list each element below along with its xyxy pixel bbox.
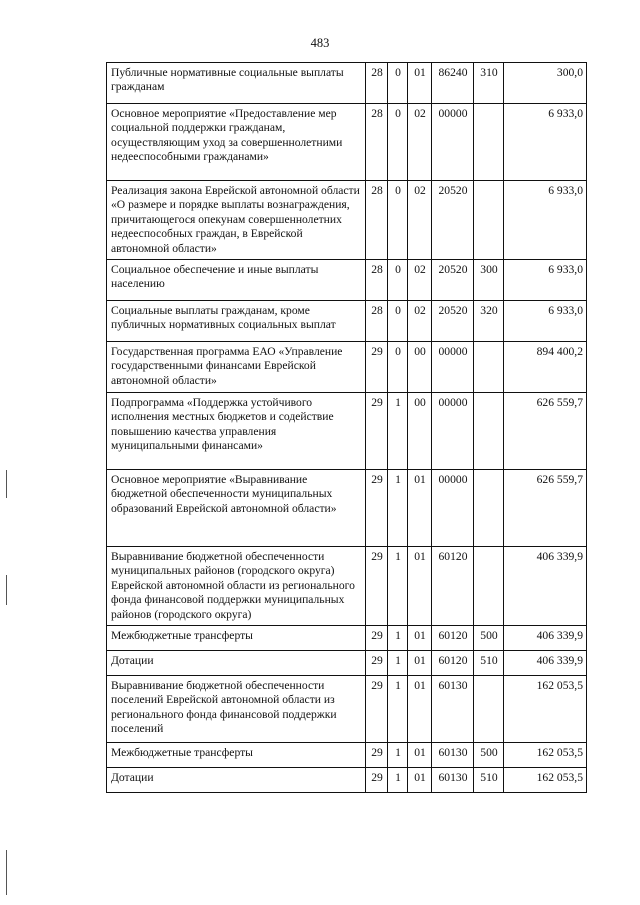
table-row [107,104,587,181]
row-amount: 626 559,7 [504,393,587,470]
row-subprogram-code: 1 [388,768,408,793]
row-program-code: 29 [366,651,388,676]
row-subprogram-code: 1 [388,470,408,547]
row-subprogram-code: 1 [388,393,408,470]
row-program-code: 29 [366,393,388,470]
row-name: Социальные выплаты гражданам, кроме публичных нормативных социальных выплат [107,301,366,342]
table-row [107,470,587,547]
table-row [107,181,587,260]
row-name: Публичные нормативные социальные выплаты гражданам [107,63,366,104]
row-expense-type-code [474,547,504,626]
row-direction-code: 20520 [432,181,474,260]
row-expense-type-code: 510 [474,651,504,676]
row-program-code: 28 [366,104,388,181]
row-subprogram-code: 1 [388,676,408,743]
table-row [107,651,587,676]
row-amount: 300,0 [504,63,587,104]
row-direction-code: 20520 [432,301,474,342]
row-amount: 162 053,5 [504,768,587,793]
row-expense-type-code: 510 [474,768,504,793]
table-row [107,743,587,768]
row-direction-code: 86240 [432,63,474,104]
row-amount: 6 933,0 [504,104,587,181]
row-amount: 162 053,5 [504,743,587,768]
row-direction-code: 00000 [432,342,474,393]
row-program-code: 29 [366,626,388,651]
scan-edge-mark [6,850,7,895]
table-row [107,63,587,104]
row-subprogram-code: 0 [388,63,408,104]
row-expense-type-code: 500 [474,743,504,768]
row-name: Межбюджетные трансферты [107,626,366,651]
row-amount: 6 933,0 [504,181,587,260]
row-event-code: 01 [408,626,432,651]
row-subprogram-code: 1 [388,651,408,676]
budget-table [106,62,587,793]
row-program-code: 28 [366,260,388,301]
row-direction-code: 60130 [432,768,474,793]
row-name: Государственная программа ЕАО «Управление государственными финансами Еврейской автономной области» [107,342,366,393]
row-amount: 406 339,9 [504,547,587,626]
row-name: Реализация закона Еврейской автономной области «О размере и порядке выплаты вознаграждения, причитающегося опекунам совершеннолетних недееспособных граждан, в Еврейской автономной области» [107,181,366,260]
table-row [107,768,587,793]
table-row [107,547,587,626]
row-expense-type-code [474,181,504,260]
row-amount: 626 559,7 [504,470,587,547]
scan-edge-mark [6,470,7,498]
row-program-code: 29 [366,676,388,743]
table-row [107,393,587,470]
row-direction-code: 60120 [432,626,474,651]
row-event-code: 01 [408,743,432,768]
row-expense-type-code: 300 [474,260,504,301]
row-program-code: 29 [366,768,388,793]
row-program-code: 29 [366,342,388,393]
row-name: Основное мероприятие «Предоставление мер социальной поддержки гражданам, осуществляющим уход за совершеннолетними недееспособными гражданами» [107,104,366,181]
row-direction-code: 00000 [432,470,474,547]
row-subprogram-code: 0 [388,301,408,342]
row-name: Подпрограмма «Поддержка устойчивого исполнения местных бюджетов и содействие повышению качества управления муниципальными финансами» [107,393,366,470]
row-subprogram-code: 0 [388,104,408,181]
row-name: Межбюджетные трансферты [107,743,366,768]
row-program-code: 29 [366,547,388,626]
row-expense-type-code: 320 [474,301,504,342]
row-amount: 162 053,5 [504,676,587,743]
table-row [107,301,587,342]
row-name: Выравнивание бюджетной обеспеченности муниципальных районов (городского округа) Еврейской автономной области из регионального фонда финансовой поддержки муниципальных районов (городского округа) [107,547,366,626]
row-amount: 6 933,0 [504,260,587,301]
row-direction-code: 00000 [432,104,474,181]
row-direction-code: 60130 [432,743,474,768]
row-name: Выравнивание бюджетной обеспеченности поселений Еврейской автономной области из регионального фонда финансовой поддержки поселений [107,676,366,743]
row-name: Дотации [107,768,366,793]
row-event-code: 02 [408,181,432,260]
row-subprogram-code: 1 [388,626,408,651]
row-name: Основное мероприятие «Выравнивание бюджетной обеспеченности муниципальных образований Еврейской автономной области» [107,470,366,547]
row-expense-type-code [474,676,504,743]
row-event-code: 00 [408,393,432,470]
row-expense-type-code: 500 [474,626,504,651]
row-expense-type-code [474,104,504,181]
row-program-code: 28 [366,301,388,342]
row-name: Социальное обеспечение и иные выплаты населению [107,260,366,301]
row-event-code: 01 [408,547,432,626]
row-amount: 6 933,0 [504,301,587,342]
row-event-code: 01 [408,470,432,547]
row-expense-type-code [474,342,504,393]
row-amount: 406 339,9 [504,626,587,651]
table-row [107,260,587,301]
row-event-code: 01 [408,651,432,676]
row-expense-type-code: 310 [474,63,504,104]
row-direction-code: 20520 [432,260,474,301]
row-event-code: 00 [408,342,432,393]
row-program-code: 29 [366,743,388,768]
row-direction-code: 00000 [432,393,474,470]
row-amount: 406 339,9 [504,651,587,676]
page-number: 483 [310,36,330,50]
row-direction-code: 60120 [432,547,474,626]
row-subprogram-code: 1 [388,743,408,768]
row-subprogram-code: 1 [388,547,408,626]
row-event-code: 02 [408,260,432,301]
row-program-code: 28 [366,181,388,260]
row-program-code: 29 [366,470,388,547]
row-event-code: 02 [408,104,432,181]
row-subprogram-code: 0 [388,260,408,301]
row-direction-code: 60130 [432,676,474,743]
table-row [107,676,587,743]
row-event-code: 02 [408,301,432,342]
scan-edge-mark [6,575,7,605]
row-amount: 894 400,2 [504,342,587,393]
row-expense-type-code [474,393,504,470]
row-event-code: 01 [408,63,432,104]
row-event-code: 01 [408,768,432,793]
table-row [107,626,587,651]
row-event-code: 01 [408,676,432,743]
row-subprogram-code: 0 [388,181,408,260]
row-program-code: 28 [366,63,388,104]
row-expense-type-code [474,470,504,547]
table-row [107,342,587,393]
row-subprogram-code: 0 [388,342,408,393]
row-direction-code: 60120 [432,651,474,676]
row-name: Дотации [107,651,366,676]
